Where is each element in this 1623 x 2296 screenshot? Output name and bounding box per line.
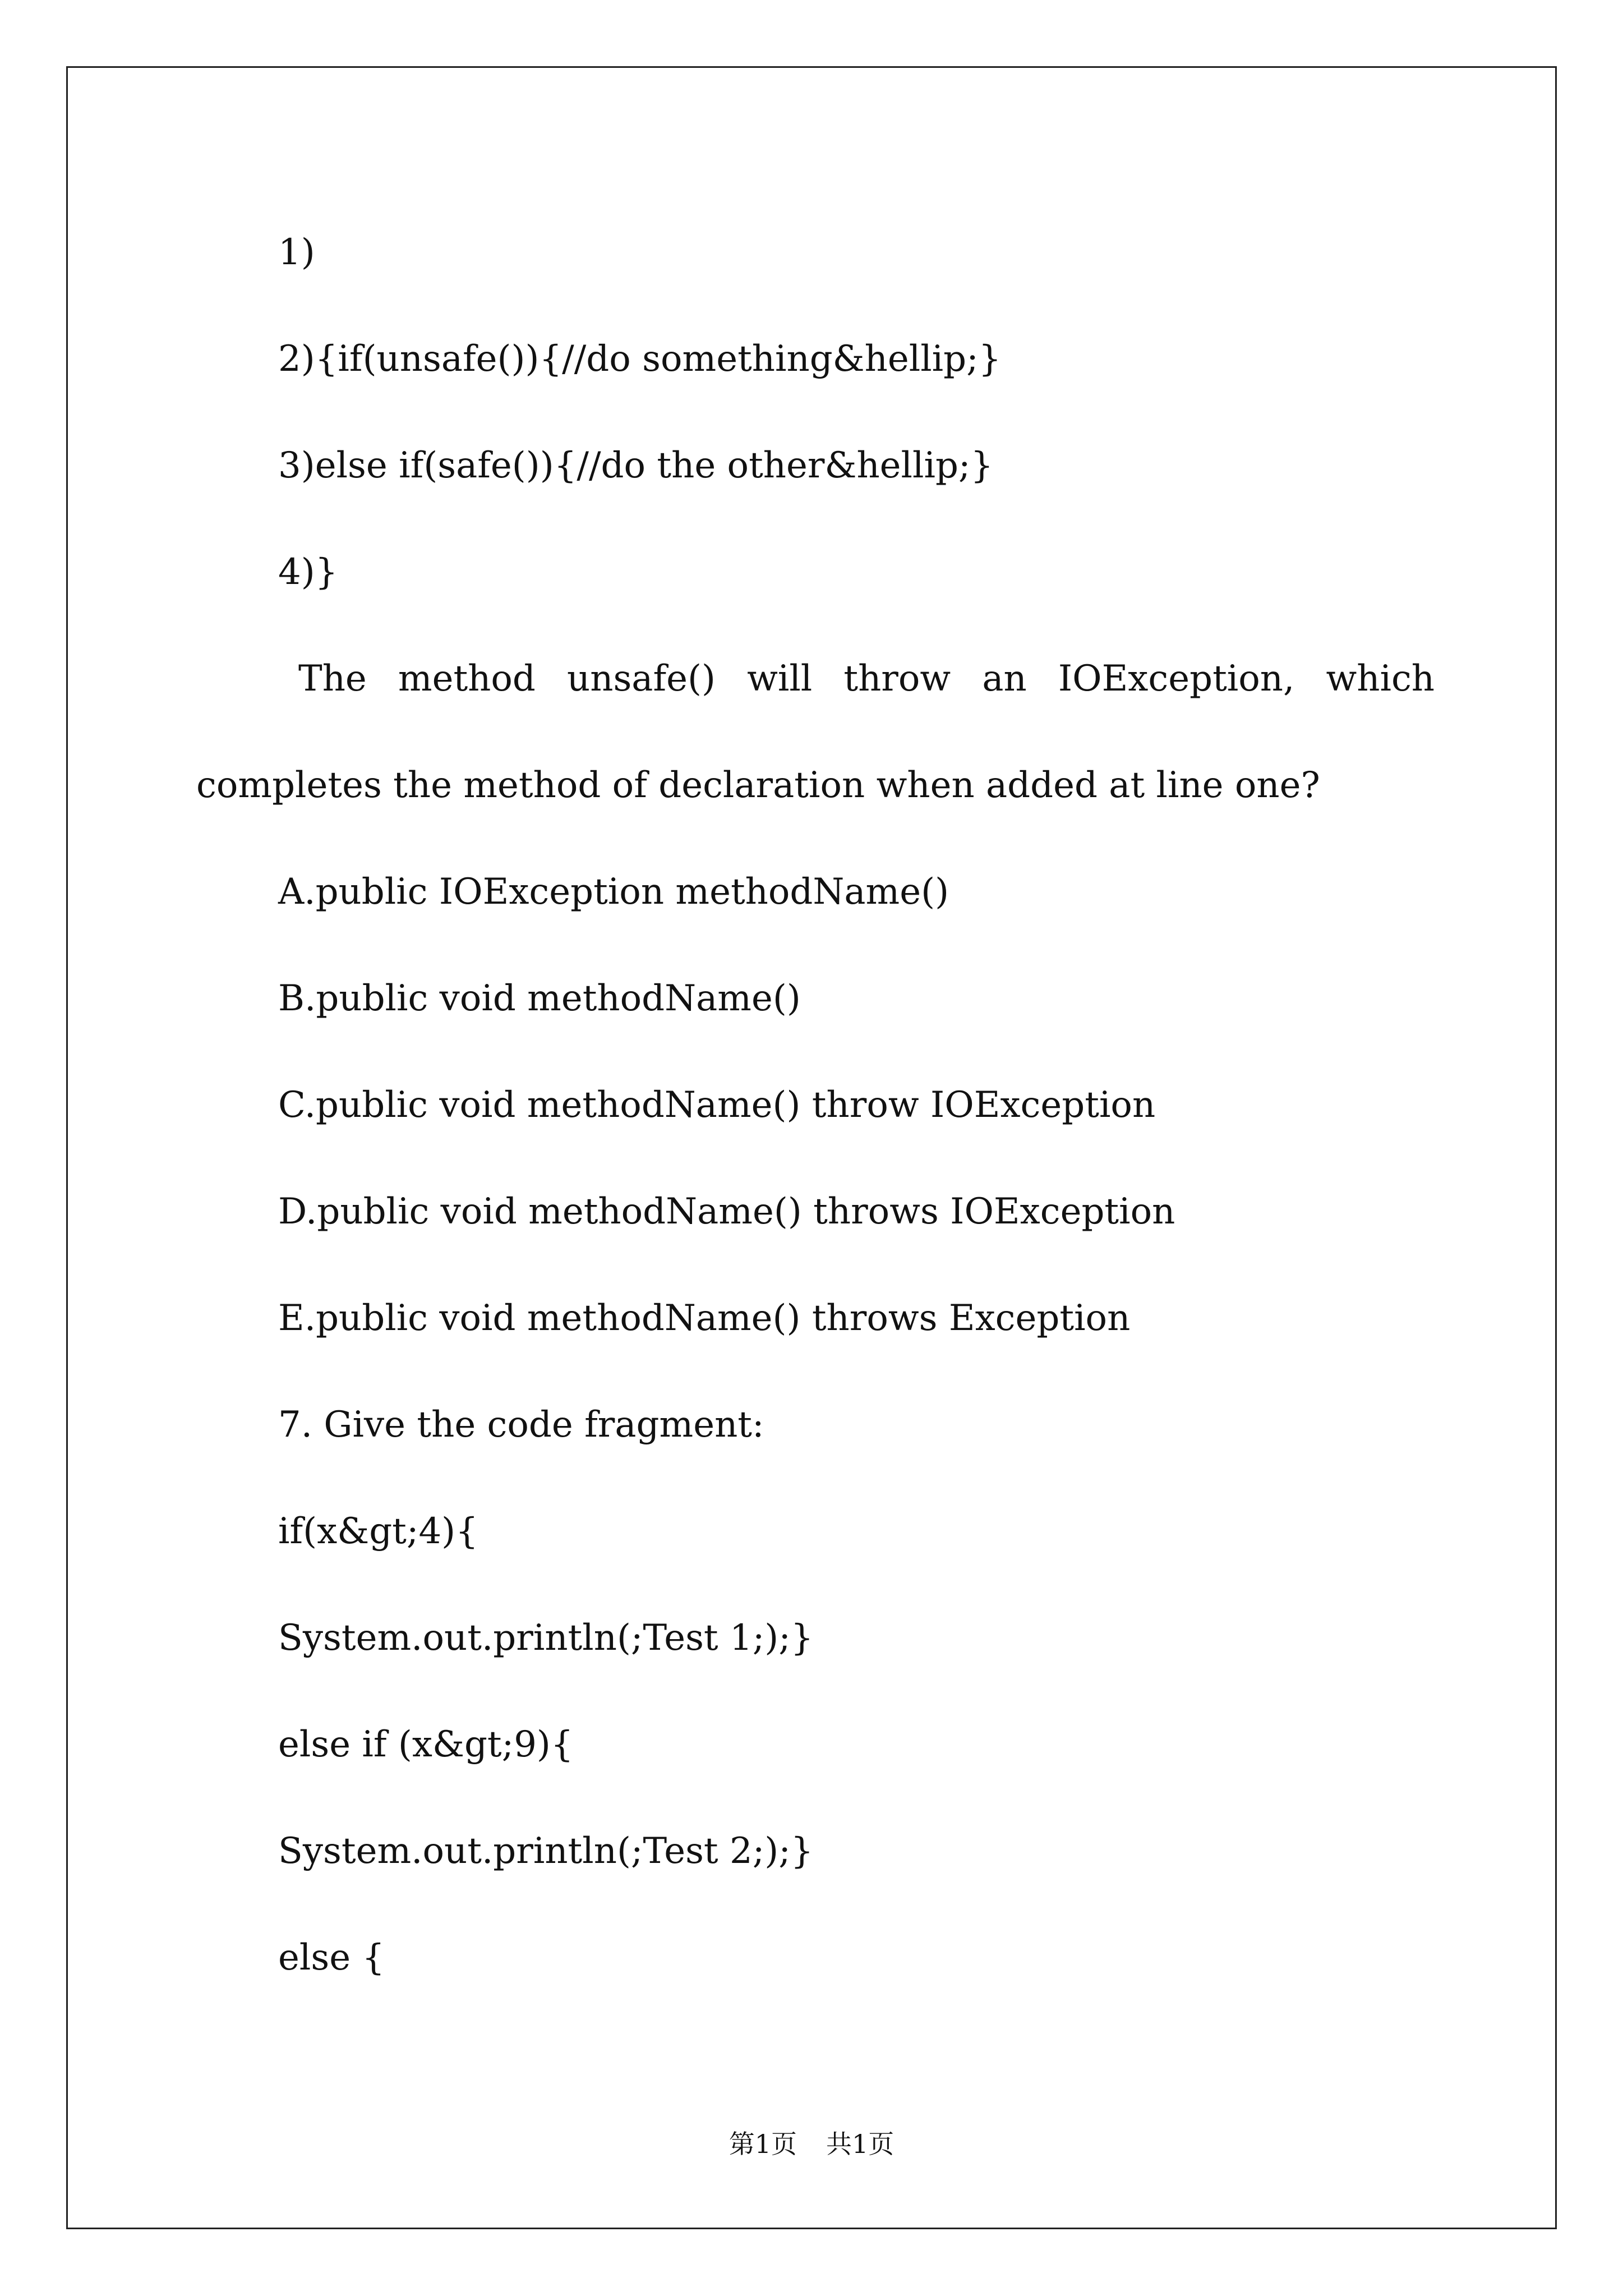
option-d: D.public void methodName() throws IOException [278,1191,1175,1232]
option-b: B.public void methodName() [278,978,801,1019]
code-fragment-line-3: else if (x&gt;9){ [278,1724,574,1765]
question-text-line-2: completes the method of declaration when added at line one? [196,765,1320,806]
page-number-current: 第1页 [728,2129,797,2159]
code-line-3: 3)else if(safe()){//do the other&hellip;} [278,445,994,486]
code-line-2: 2){if(unsafe()){//do something&hellip;} [278,338,1002,380]
question-7-heading: 7. Give the code fragment: [278,1404,764,1446]
page-number-total: 共1页 [826,2129,895,2159]
code-fragment-line-1: if(x&gt;4){ [278,1511,478,1552]
code-fragment-line-5: else { [278,1937,385,1978]
code-line-1: 1) [278,232,315,273]
page-border [66,66,1557,2229]
option-c: C.public void methodName() throw IOException [278,1084,1156,1126]
code-fragment-line-2: System.out.println(;Test 1;);} [278,1617,814,1659]
option-a: A.public IOException methodName() [278,871,949,913]
page-footer [0,2127,1623,2161]
code-line-4: 4)} [278,551,338,593]
option-e: E.public void methodName() throws Exception [278,1297,1131,1339]
code-fragment-line-4: System.out.println(;Test 2;);} [278,1830,814,1872]
question-text-line-1: The method unsafe() will throw an IOException, which [298,658,1435,700]
